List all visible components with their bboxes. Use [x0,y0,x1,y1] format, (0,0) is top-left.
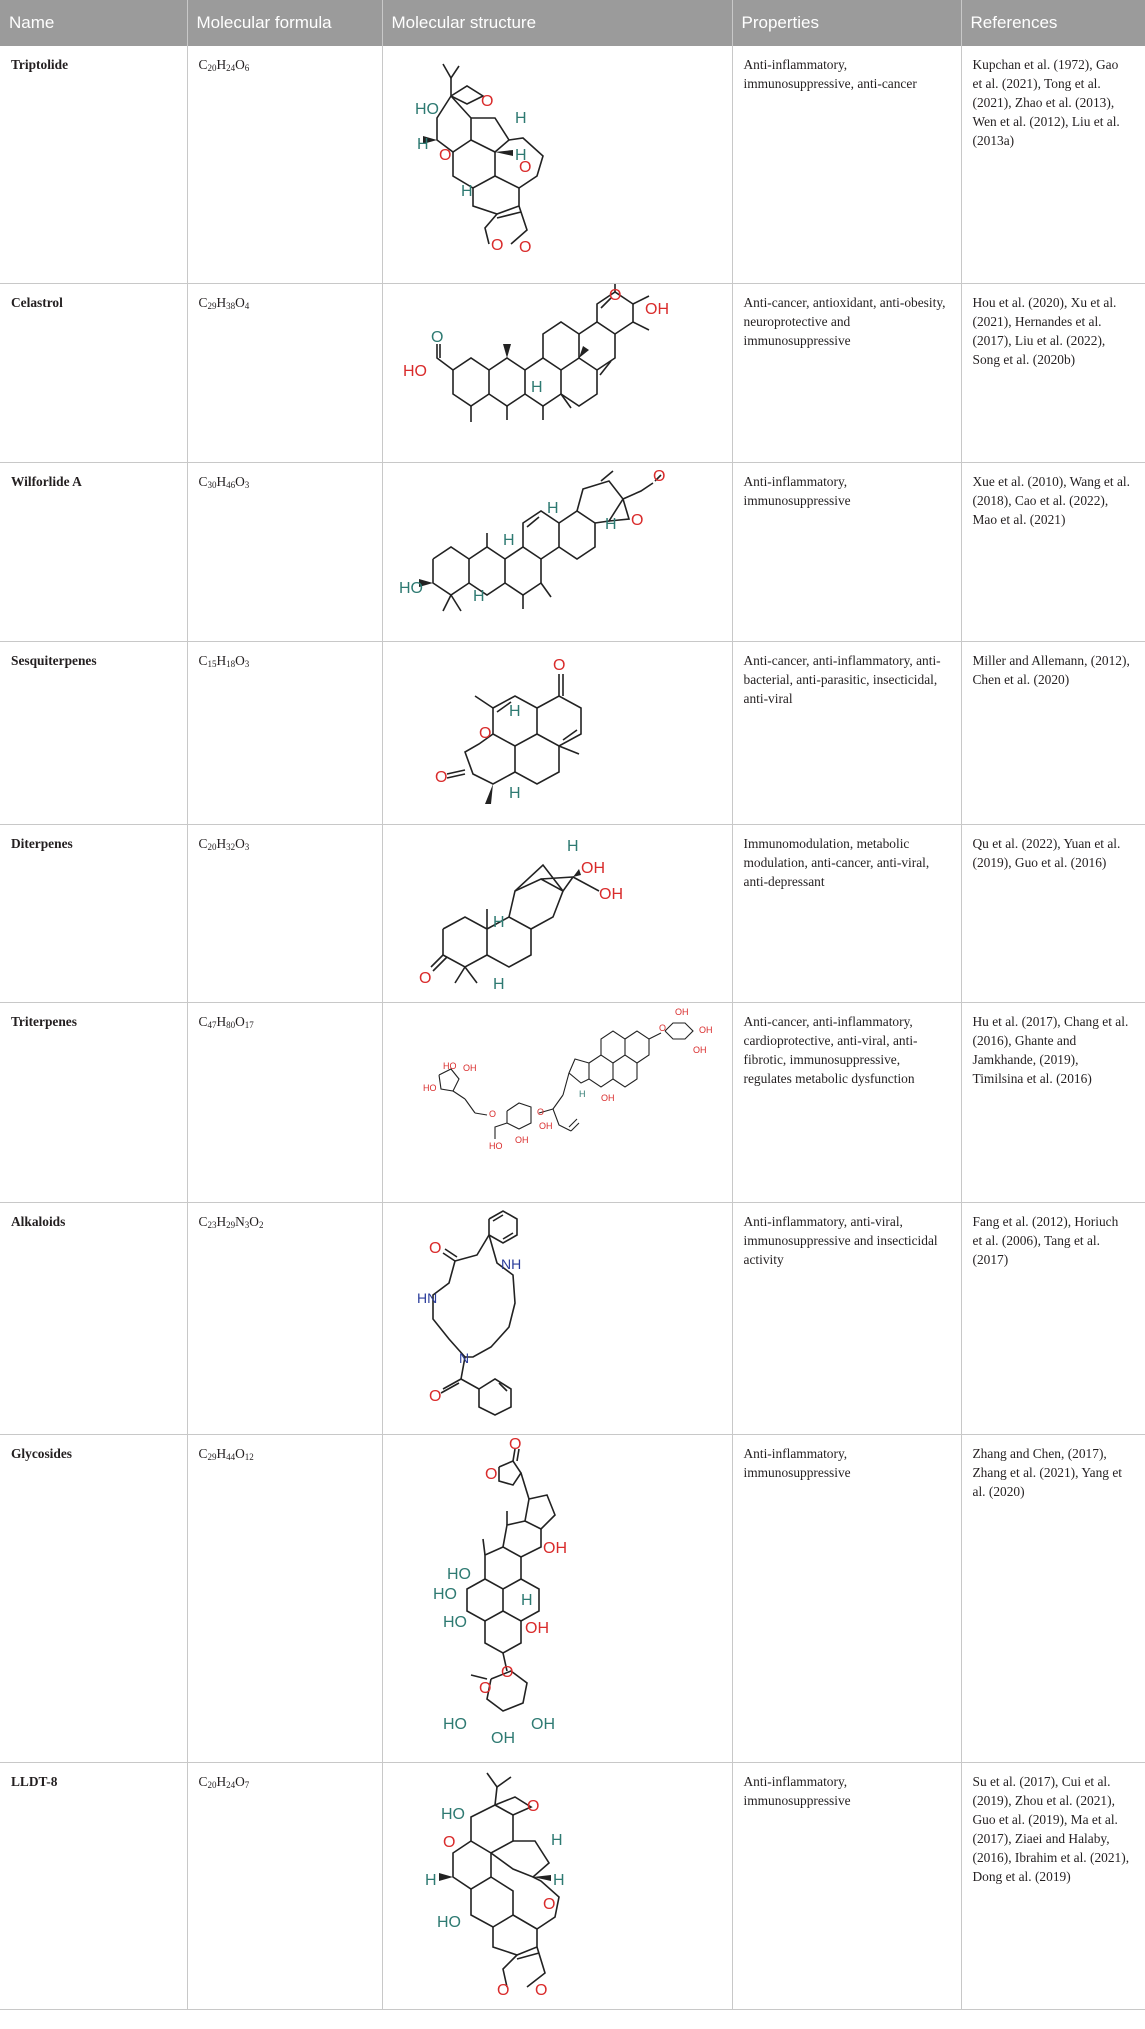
formula-subscript: 30 [207,479,217,490]
table-row [0,1434,1145,1762]
molecular-formula [187,46,382,283]
formula-subscript: 12 [244,1451,254,1462]
hydrogen-label: H [492,913,505,931]
hydroxyl-label: OH [644,300,669,318]
compound-name: Triterpenes [0,1002,187,1202]
hydroxyl-label: OH [600,1092,614,1103]
amine-label: HN [416,1289,437,1306]
oxygen-label: O [536,1106,544,1117]
header-properties: Properties [732,0,961,46]
hydroxyl-label: OH [524,1619,549,1637]
table-row [0,283,1145,462]
formula-element: O [249,1213,259,1229]
molecular-structure [382,1762,732,2009]
molecular-structure [382,1002,732,1202]
molecular-structure [382,641,732,824]
sesquiterpene-structure [383,642,733,824]
formula-subscript: 20 [207,63,217,73]
hydrogen-label: H [530,378,543,396]
hydrogen-label: H [416,136,429,153]
compound-name: LLDT-8 [0,1762,187,2009]
compound-name: Diterpenes [0,824,187,1002]
hydrogen-label: H [424,1871,437,1889]
oxygen-label: O [488,1108,496,1119]
formula-subscript: 80 [226,1019,236,1030]
hydroxyl-label: OH [674,1006,688,1017]
formula-subscript: 4 [244,300,250,311]
hydroxyl-label: OH [580,859,605,877]
hydrogen-label: H [508,784,521,802]
hydrogen-label: H [604,515,617,533]
properties: Immunomodulation, metabolic modulation, anti-cancer, anti-viral, anti-depressant [732,824,961,1002]
oxygen-label: O [438,147,451,164]
formula-subscript: 2 [258,1219,264,1230]
hydroxyl-label: HO [442,1613,467,1631]
formula-subscript: 6 [244,63,250,73]
oxygen-label: O [542,1895,555,1913]
triptolide-structure [383,46,733,282]
hydroxyl-label: OH [538,1120,552,1131]
formula-element: C [198,57,208,72]
molecular-structure [382,462,732,641]
formula-element: O [235,473,245,489]
hydroxyl-label: OH [462,1062,476,1073]
hydrogen-label: H [472,587,485,605]
molecular-formula [187,1202,382,1434]
oxygen-label: O [490,237,503,254]
references: Hou et al. (2020), Xu et al. (2021), Hernandes et al. (2017), Liu et al. (2022), Song et al. (2020b) [961,283,1145,462]
hydroxyl-label: OH [542,1539,567,1557]
oxygen-label: O [630,511,643,529]
compound-name: Glycosides [0,1434,187,1762]
hydroxyl-label: HO [432,1585,457,1603]
amine-label: NH [500,1255,521,1272]
formula-element: O [235,294,245,310]
formula-subscript: 47 [207,1019,217,1030]
references: Kupchan et al. (1972), Gao et al. (2021), Tong et al. (2021), Zhao et al. (2013), Wen et al. (2012), Liu et al. (2013a) [961,46,1145,283]
references: Zhang and Chen, (2017), Zhang et al. (2021), Yang et al. (2020) [961,1434,1145,1762]
molecular-formula [187,1762,382,2009]
hydrogen-label: H [508,702,521,720]
oxygen-label: O [508,1435,521,1453]
oxygen-label: O [658,1022,666,1033]
molecular-formula [187,462,382,641]
formula-subscript: 18 [226,658,236,669]
formula-element: C [198,1773,208,1789]
formula-subscript: 20 [207,841,217,852]
table-row [0,1202,1145,1434]
formula-subscript: 3 [244,1219,250,1230]
formula-element: O [235,1445,245,1461]
formula-element: N [235,1213,245,1229]
molecular-structure [382,1202,732,1434]
glycoside-structure [383,1435,733,1762]
oxygen-label: O [652,467,665,485]
formula-element: H [216,835,227,851]
formula-element: C [198,1213,208,1229]
oxygen-label: O [500,1663,513,1681]
molecular-structure [382,824,732,1002]
properties: Anti-inflammatory, immunosuppressive [732,1434,961,1762]
formula-subscript: 44 [226,1451,236,1462]
hydrogen-label: H [566,837,579,855]
molecular-formula [187,641,382,824]
properties: Anti-inflammatory, immunosuppressive [732,1762,961,2009]
oxygen-label: O [478,724,491,742]
formula-subscript: 7 [244,1779,250,1790]
header-references: References [961,0,1145,46]
hydroxyl-label: OH [530,1715,555,1733]
formula-element: C [198,294,208,310]
molecular-formula [187,1002,382,1202]
formula-element: C [198,835,208,851]
hydrogen-label: H [460,183,473,200]
header-molecular-structure: Molecular structure [382,0,732,46]
formula-element: C [198,473,208,489]
hydroxyl-label: OH [598,885,623,903]
formula-element: H [216,1213,227,1229]
hydroxyl-label: HO [442,1060,456,1071]
oxygen-label: O [442,1833,455,1851]
formula-element: H [216,473,227,489]
references: Su et al. (2017), Cui et al. (2019), Zhou et al. (2021), Guo et al. (2019), Ma et al. (2017), Ziaei and Halaby, (2016), Ibrahim et al. (2021), Dong et al. (2019) [961,1762,1145,2009]
formula-element: H [216,1773,227,1789]
molecular-structure [382,46,732,283]
formula-subscript: 29 [226,1219,236,1230]
oxygen-label: O [496,1981,509,1999]
header-row [0,0,1145,46]
oxygen-label: O [478,1679,491,1697]
molecular-structure [382,283,732,462]
formula-element: H [216,57,227,72]
properties: Anti-cancer, antioxidant, anti-obesity, neuroprotective and immunosuppressive [732,283,961,462]
oxygen-label: O [484,1465,497,1483]
formula-element: C [198,1013,208,1029]
oxygen-label: O [418,969,431,987]
formula-subscript: 15 [207,658,217,669]
oxygen-label: O [534,1981,547,1999]
formula-subscript: 29 [207,1451,217,1462]
properties: Anti-inflammatory, anti-viral, immunosuppressive and insecticidal activity [732,1202,961,1434]
wilforlide-a-structure [383,463,733,641]
oxygen-label: O [518,159,531,176]
compound-name: Celastrol [0,283,187,462]
hydroxyl-label: OH [692,1044,706,1055]
hydrogen-label: H [578,1088,585,1099]
formula-subscript: 29 [207,300,217,311]
formula-element: H [216,652,227,668]
alkaloid-structure [383,1203,733,1434]
oxygen-label: O [430,328,443,346]
formula-subscript: 38 [226,300,236,311]
oxygen-label: O [518,239,531,256]
table-row [0,641,1145,824]
formula-subscript: 3 [244,479,250,490]
formula-subscript: 32 [226,841,236,852]
references: Miller and Allemann, (2012), Chen et al. (2020) [961,641,1145,824]
formula-subscript: 24 [226,63,236,73]
triterpene-structure [383,1003,733,1202]
hydrogen-label: H [502,531,515,549]
references: Hu et al. (2017), Chang et al. (2016), Ghante and Jamkhande, (2019), Timilsina et al. (2016) [961,1002,1145,1202]
references: Qu et al. (2022), Yuan et al. (2019), Guo et al. (2016) [961,824,1145,1002]
formula-subscript: 24 [226,1779,236,1790]
formula-element: O [235,1013,245,1029]
carboxyl-label: HO [402,362,427,380]
formula-element: O [235,652,245,668]
properties: Anti-cancer, anti-inflammatory, anti-bacterial, anti-parasitic, insecticidal, anti-viral [732,641,961,824]
formula-element: O [235,835,245,851]
table-row [0,46,1145,283]
formula-element: H [216,1445,227,1461]
oxygen-label: O [428,1239,441,1257]
molecular-formula [187,283,382,462]
formula-subscript: 17 [244,1019,254,1030]
table-row [0,824,1145,1002]
properties: Anti-inflammatory, immunosuppressive, anti-cancer [732,46,961,283]
oxygen-label: O [428,1387,441,1405]
table-row [0,1002,1145,1202]
oxygen-label: O [526,1797,539,1815]
hydroxyl-label: HO [414,101,439,118]
header-name: Name [0,0,187,46]
hydroxyl-label: HO [398,579,423,597]
lldt-8-structure [383,1763,733,2009]
formula-subscript: 3 [244,841,250,852]
hydroxyl-label: HO [422,1082,436,1093]
compound-name: Triptolide [0,46,187,283]
molecular-formula [187,824,382,1002]
formula-subscript: 3 [244,658,250,669]
header-molecular-formula: Molecular formula [187,0,382,46]
references: Xue et al. (2010), Wang et al. (2018), Cao et al. (2022), Mao et al. (2021) [961,462,1145,641]
oxygen-label: O [608,286,621,304]
hydroxyl-label: OH [490,1729,515,1747]
hydrogen-label: H [552,1871,565,1889]
nitrogen-label: N [458,1349,469,1366]
formula-element: C [198,1445,208,1461]
hydroxyl-label: HO [488,1140,502,1151]
formula-subscript: 20 [207,1779,217,1790]
oxygen-label: O [552,656,565,674]
properties: Anti-cancer, anti-inflammatory, cardioprotective, anti-viral, anti-fibrotic, immunosuppressive, regulates metabolic dysfunction [732,1002,961,1202]
formula-element: C [198,652,208,668]
hydrogen-label: H [546,499,559,517]
diterpene-structure [383,825,733,1002]
formula-element: O [235,1773,245,1789]
formula-subscript: 46 [226,479,236,490]
hydrogen-label: H [514,110,527,127]
formula-subscript: 23 [207,1219,217,1230]
hydroxyl-label: HO [446,1565,471,1583]
hydroxyl-label: OH [698,1024,712,1035]
compound-name: Sesquiterpenes [0,641,187,824]
hydroxyl-label: HO [442,1715,467,1733]
hydroxyl-label: HO [440,1805,465,1823]
hydrogen-label: H [492,975,505,993]
table-row [0,462,1145,641]
table-row [0,1762,1145,2009]
hydrogen-label: H [514,147,527,164]
hydrogen-label: H [520,1591,533,1609]
molecular-formula [187,1434,382,1762]
formula-element: H [216,1013,227,1029]
properties: Anti-inflammatory, immunosuppressive [732,462,961,641]
celastrol-structure [383,284,733,462]
hydroxyl-label: HO [436,1913,461,1931]
hydrogen-label: H [550,1831,563,1849]
references: Fang et al. (2012), Horiuch et al. (2006), Tang et al. (2017) [961,1202,1145,1434]
molecular-structure [382,1434,732,1762]
hydroxyl-label: OH [514,1134,528,1145]
compound-name: Alkaloids [0,1202,187,1434]
formula-element: O [235,57,245,72]
oxygen-label: O [434,768,447,786]
formula-element: H [216,294,227,310]
oxygen-label: O [480,93,493,110]
compound-name: Wilforlide A [0,462,187,641]
